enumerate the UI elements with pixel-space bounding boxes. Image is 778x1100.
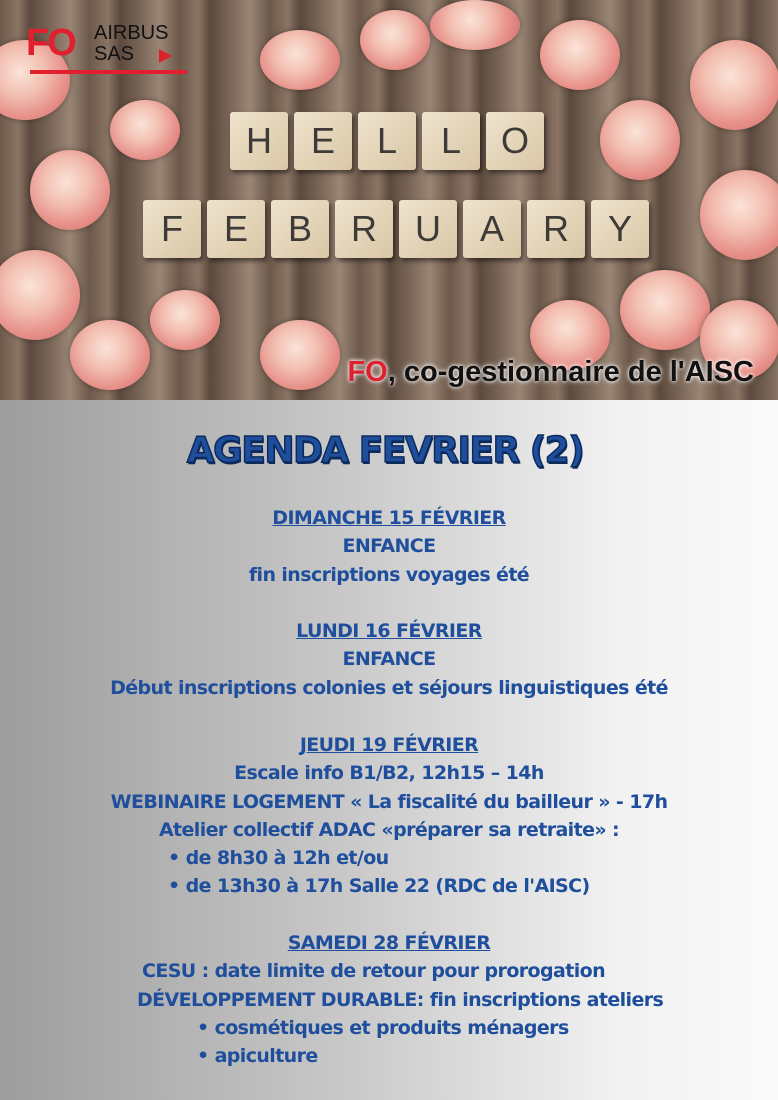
section-line: Escale info B1/B2, 12h15 – 14h <box>234 762 544 785</box>
bullet-text: de 8h30 à 12h et/ou <box>185 847 389 870</box>
letter-tile: F <box>143 200 201 258</box>
section-date: JEUDI 19 FÉVRIER <box>299 734 479 756</box>
rose-decoration <box>540 20 620 90</box>
letter-tile: R <box>335 200 393 258</box>
rose-decoration <box>110 100 180 160</box>
section-date: DIMANCHE 15 FÉVRIER <box>272 507 506 529</box>
section-date: LUNDI 16 FÉVRIER <box>296 620 482 642</box>
letter-tile: L <box>422 112 480 170</box>
rose-decoration <box>600 100 680 180</box>
agenda-section <box>0 731 778 901</box>
rose-decoration <box>700 170 778 260</box>
bullet-item: • de 13h30 à 17h Salle 22 (RDC de l'AISC) <box>168 875 590 898</box>
section-line: ENFANCE <box>342 535 436 558</box>
play-triangle-icon <box>159 49 172 63</box>
letter-tile: L <box>358 112 416 170</box>
bullet-text: de 13h30 à 17h Salle 22 (RDC de l'AISC) <box>185 875 590 898</box>
rose-decoration <box>690 40 778 130</box>
agenda-section <box>0 504 778 589</box>
letter-tile: E <box>294 112 352 170</box>
section-line: ENFANCE <box>342 648 436 671</box>
hero-image <box>0 0 778 400</box>
rose-decoration <box>260 320 340 390</box>
letter-tile: B <box>271 200 329 258</box>
rose-decoration <box>30 150 110 230</box>
letter-tile: U <box>399 200 457 258</box>
rose-decoration <box>360 10 430 70</box>
rose-decoration <box>260 30 340 90</box>
agenda-section <box>0 617 778 702</box>
agenda-section <box>0 929 778 1070</box>
page-title: AGENDA FEVRIER (2) <box>186 430 584 471</box>
logo-mark: FO <box>26 22 75 64</box>
letter-tile: E <box>207 200 265 258</box>
bullet-item: • cosmétiques et produits ménagers <box>197 1016 569 1039</box>
rose-decoration <box>0 250 80 340</box>
rose-decoration <box>70 320 150 390</box>
letter-tile: A <box>463 200 521 258</box>
rose-decoration <box>620 270 710 350</box>
bullet-text: apiculture <box>214 1045 318 1068</box>
section-line: WEBINAIRE LOGEMENT « La fiscalité du bailleur » - 17h <box>110 790 668 813</box>
tagline <box>347 356 754 389</box>
section-date: SAMEDI 28 FÉVRIER <box>287 932 491 954</box>
letter-tile: O <box>486 112 544 170</box>
hello-tiles <box>230 112 544 170</box>
bullet-item: • apiculture <box>197 1045 318 1068</box>
february-tiles <box>143 200 649 258</box>
logo-line2: SAS <box>94 43 135 65</box>
logo-line1: AIRBUS <box>94 22 169 44</box>
rose-decoration <box>430 0 520 50</box>
tagline-text: , co-gestionnaire de l'AISC <box>387 356 754 388</box>
fo-airbus-logo <box>26 18 191 78</box>
section-line: fin inscriptions voyages été <box>248 563 530 586</box>
letter-tile: H <box>230 112 288 170</box>
section-line: DÉVELOPPEMENT DURABLE: fin inscriptions ateliers <box>137 988 664 1011</box>
letter-tile: Y <box>591 200 649 258</box>
section-line: Début inscriptions colonies et séjours linguistiques été <box>110 676 668 699</box>
logo-underline <box>30 70 187 74</box>
bullet-item: • de 8h30 à 12h et/ou <box>168 847 389 870</box>
section-line: CESU : date limite de retour pour prorogation <box>142 960 606 983</box>
bullet-text: cosmétiques et produits ménagers <box>214 1016 569 1039</box>
tagline-highlight: FO <box>347 356 388 388</box>
letter-tile: R <box>527 200 585 258</box>
rose-decoration <box>150 290 220 350</box>
section-line: Atelier collectif ADAC «préparer sa retraite» : <box>158 818 620 841</box>
